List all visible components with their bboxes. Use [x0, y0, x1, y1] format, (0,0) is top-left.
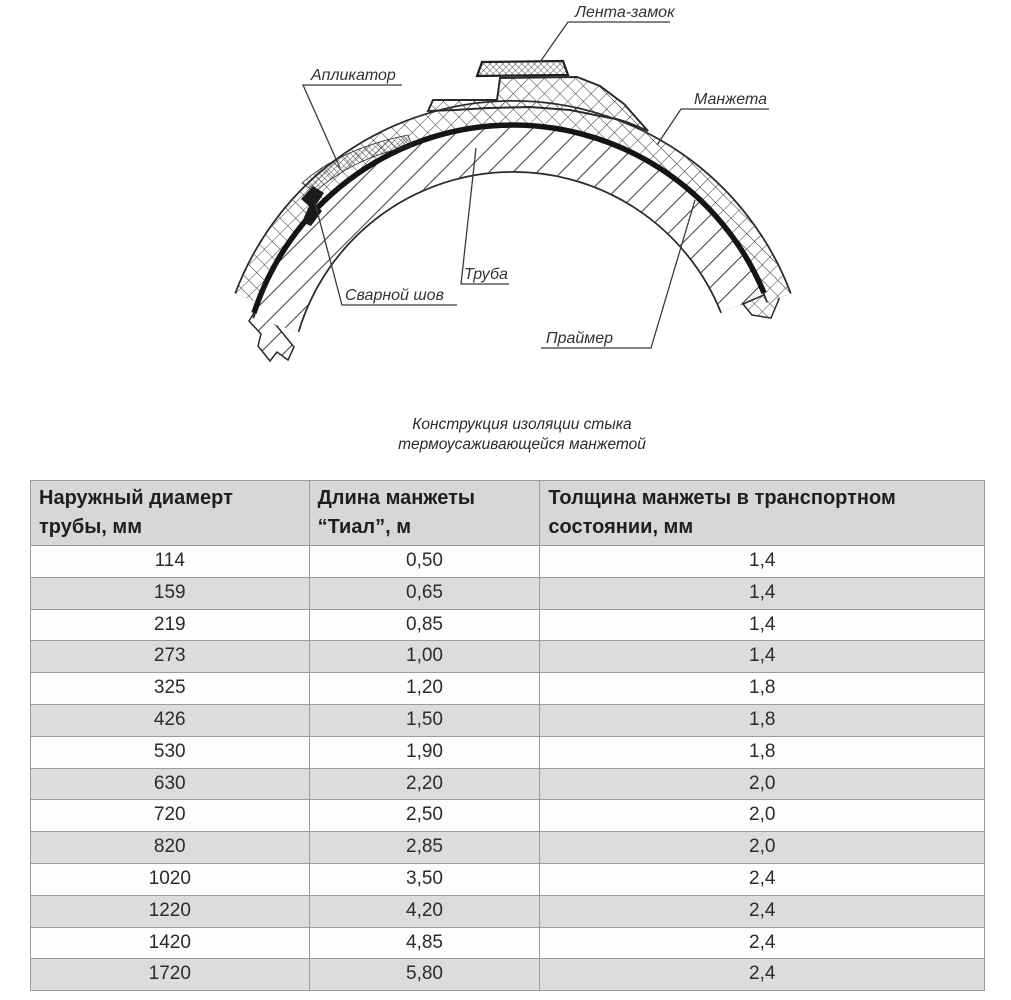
table-cell: 273 [31, 641, 310, 673]
table-cell: 1020 [31, 863, 310, 895]
table-row [31, 959, 985, 991]
table-cell: 2,4 [540, 895, 985, 927]
header-sleeve-length: Длина манжеты “Тиал”, м [309, 481, 540, 546]
table-cell: 1,20 [309, 673, 540, 705]
table-cell: 0,85 [309, 609, 540, 641]
table-header-row [31, 481, 985, 546]
table-row [31, 768, 985, 800]
figure-caption-line2: термоусаживающейся манжетой [398, 436, 646, 453]
table-row [31, 704, 985, 736]
table-row [31, 641, 985, 673]
table-cell: 1,8 [540, 704, 985, 736]
table-cell: 2,85 [309, 832, 540, 864]
table-row [31, 609, 985, 641]
table-cell: 0,50 [309, 546, 540, 578]
label-truba: Труба [464, 266, 508, 283]
table-cell: 1,8 [540, 736, 985, 768]
table-cell: 4,20 [309, 895, 540, 927]
table-cell: 1420 [31, 927, 310, 959]
table-cell: 1220 [31, 895, 310, 927]
table-body [31, 546, 985, 991]
table-cell: 426 [31, 704, 310, 736]
table-row [31, 736, 985, 768]
figure-caption-line1: Конструкция изоляции стыка [412, 416, 632, 433]
table-cell: 1,90 [309, 736, 540, 768]
table-cell: 1,50 [309, 704, 540, 736]
table-cell: 2,50 [309, 800, 540, 832]
table-cell: 1,00 [309, 641, 540, 673]
table-cell: 1720 [31, 959, 310, 991]
label-praymer: Праймер [546, 330, 614, 347]
header-sleeve-thickness: Толщина манжеты в транспортном состоянии, мм [540, 481, 985, 546]
table-cell: 159 [31, 577, 310, 609]
table-cell: 630 [31, 768, 310, 800]
table-cell: 820 [31, 832, 310, 864]
label-aplikator: Апликатор [311, 67, 396, 84]
joint-insulation-diagram [0, 0, 1011, 460]
table-cell: 1,4 [540, 609, 985, 641]
header-pipe-diameter: Наружный диамерт трубы, мм [31, 481, 310, 546]
tape-lock-block [477, 61, 568, 76]
table-cell: 2,0 [540, 800, 985, 832]
table-cell: 2,0 [540, 768, 985, 800]
table-cell: 114 [31, 546, 310, 578]
table-cell: 219 [31, 609, 310, 641]
table-cell: 3,50 [309, 863, 540, 895]
label-svarnoy-shov: Сварной шов [345, 287, 444, 304]
table-row [31, 863, 985, 895]
label-manzheta: Манжета [694, 91, 767, 108]
table-cell: 530 [31, 736, 310, 768]
sleeve-dimensions-table [30, 480, 985, 991]
table-cell: 325 [31, 673, 310, 705]
table-cell: 2,20 [309, 768, 540, 800]
table-row [31, 800, 985, 832]
table-row [31, 673, 985, 705]
table-row [31, 895, 985, 927]
leader-lenta-zamok [540, 22, 670, 62]
leader-manzheta [657, 109, 769, 145]
table-cell: 1,8 [540, 673, 985, 705]
table-cell: 0,65 [309, 577, 540, 609]
table-row [31, 546, 985, 578]
table-cell: 4,85 [309, 927, 540, 959]
table-cell: 5,80 [309, 959, 540, 991]
table-cell: 2,4 [540, 863, 985, 895]
table-row [31, 577, 985, 609]
table-cell: 1,4 [540, 546, 985, 578]
table-cell: 2,4 [540, 927, 985, 959]
table-cell: 720 [31, 800, 310, 832]
label-lenta-zamok: Лента-замок [575, 4, 675, 21]
table-cell: 1,4 [540, 577, 985, 609]
table-cell: 2,0 [540, 832, 985, 864]
table-row [31, 927, 985, 959]
table-row [31, 832, 985, 864]
table-cell: 2,4 [540, 959, 985, 991]
table-cell: 1,4 [540, 641, 985, 673]
